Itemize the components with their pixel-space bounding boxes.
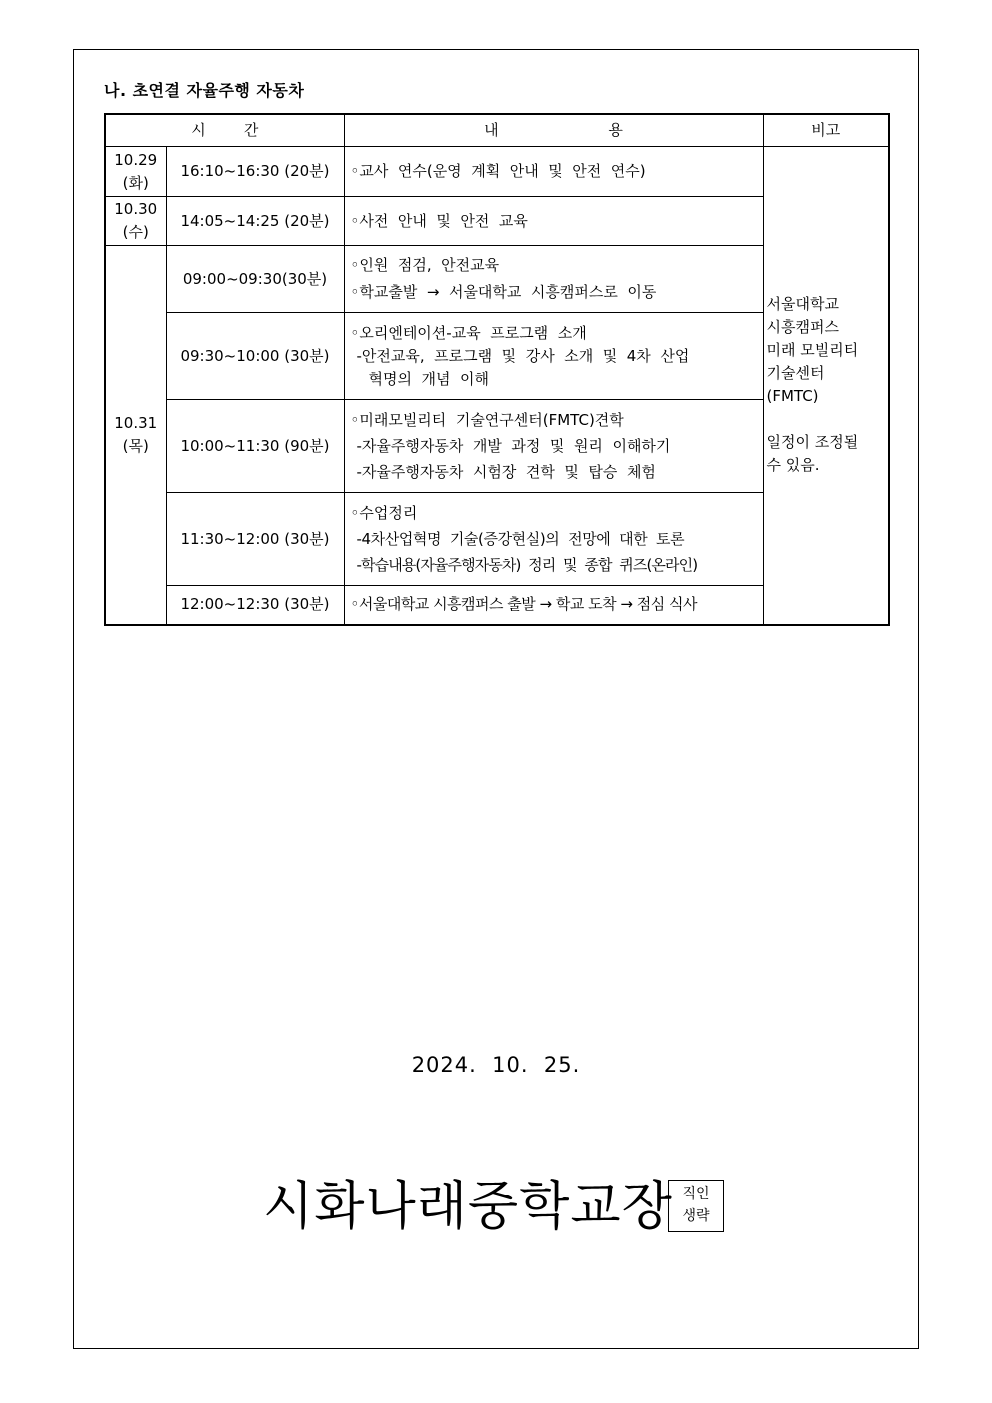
content-cell	[344, 313, 763, 400]
section-title: 나. 초연결 자율주행 자동차	[104, 81, 305, 100]
content-line: ◦학교출발 → 서울대학교 시흥캠퍼스로 이동	[350, 283, 657, 301]
seal-line: 직인	[682, 1186, 710, 1202]
weekday-text: (수)	[122, 223, 149, 241]
time-cell: 10:00~11:30 (90분)	[166, 400, 344, 493]
content-line: -안전교육, 프로그램 및 강사 소개 및 4차 산업	[356, 346, 690, 365]
content-cell	[344, 586, 763, 625]
content-line: -4차산업혁명 기술(증강현실)의 전망에 대한 토론	[356, 529, 685, 548]
header-time: 시 간	[105, 114, 344, 147]
content-line: ◦서울대학교 시흥캠퍼스 출발 → 학교 도착 → 점심 식사	[350, 595, 697, 614]
note-cell	[763, 147, 889, 625]
time-cell: 12:00~12:30 (30분)	[166, 586, 344, 625]
time-cell: 16:10~16:30 (20분)	[166, 147, 344, 197]
date-cell	[105, 147, 166, 197]
date-cell	[105, 246, 166, 625]
time-cell: 11:30~12:00 (30분)	[166, 493, 344, 586]
content-line: ◦사전 안내 및 안전 교육	[350, 211, 528, 230]
content-cell	[344, 246, 763, 313]
content-line: ◦인원 점검, 안전교육	[350, 256, 500, 274]
note-line: (FMTC)	[766, 387, 819, 406]
weekday-text: (화)	[122, 173, 149, 192]
time-cell: 09:00~09:30(30분)	[166, 246, 344, 313]
date-cell	[105, 197, 166, 246]
note-line: 서울대학교	[766, 295, 839, 314]
weekday-text: (목)	[122, 436, 149, 455]
content-cell	[344, 197, 763, 246]
content-line: -자율주행자동차 개발 과정 및 원리 이해하기	[356, 436, 671, 455]
content-cell	[344, 493, 763, 586]
time-cell: 09:30~10:00 (30분)	[166, 313, 344, 400]
table-row	[105, 147, 889, 197]
date-text: 10.31	[114, 413, 158, 432]
time-cell: 14:05~14:25 (20분)	[166, 197, 344, 246]
official-seal	[668, 1180, 724, 1232]
content-line: -자율주행자동차 시험장 견학 및 탑승 체험	[356, 462, 656, 481]
note-line: 수 있음.	[766, 456, 820, 475]
header-note: 비고	[763, 114, 889, 147]
content-cell	[344, 400, 763, 493]
note-line: 일정이 조정될	[766, 433, 859, 452]
header-content: 내 용	[344, 114, 763, 147]
content-line: ◦수업정리	[350, 503, 418, 522]
note-line: 미래 모빌리티	[766, 341, 859, 360]
content-line: ◦교사 연수(운영 계획 안내 및 안전 연수)	[350, 162, 646, 180]
content-line: 혁명의 개념 이해	[368, 369, 490, 388]
date-text: 10.30	[114, 200, 158, 218]
document-date: 2024. 10. 25.	[411, 1053, 581, 1077]
note-line: 기술센터	[766, 364, 825, 383]
content-line: -학습내용(자율주행자동차) 정리 및 종합 퀴즈(온라인)	[356, 555, 698, 574]
table-header-row	[105, 114, 889, 147]
content-cell	[344, 147, 763, 197]
note-spacer	[767, 408, 889, 431]
principal-signature: 시화나래중학교장	[263, 1177, 673, 1237]
content-line: ◦오리엔테이션-교육 프로그램 소개	[350, 323, 587, 342]
date-text: 10.29	[114, 150, 158, 169]
note-line: 시흥캠퍼스	[766, 318, 839, 337]
seal-line: 생략	[682, 1208, 710, 1224]
content-line: ◦미래모빌리티 기술연구센터(FMTC)견학	[350, 410, 624, 429]
schedule-table	[104, 113, 890, 626]
